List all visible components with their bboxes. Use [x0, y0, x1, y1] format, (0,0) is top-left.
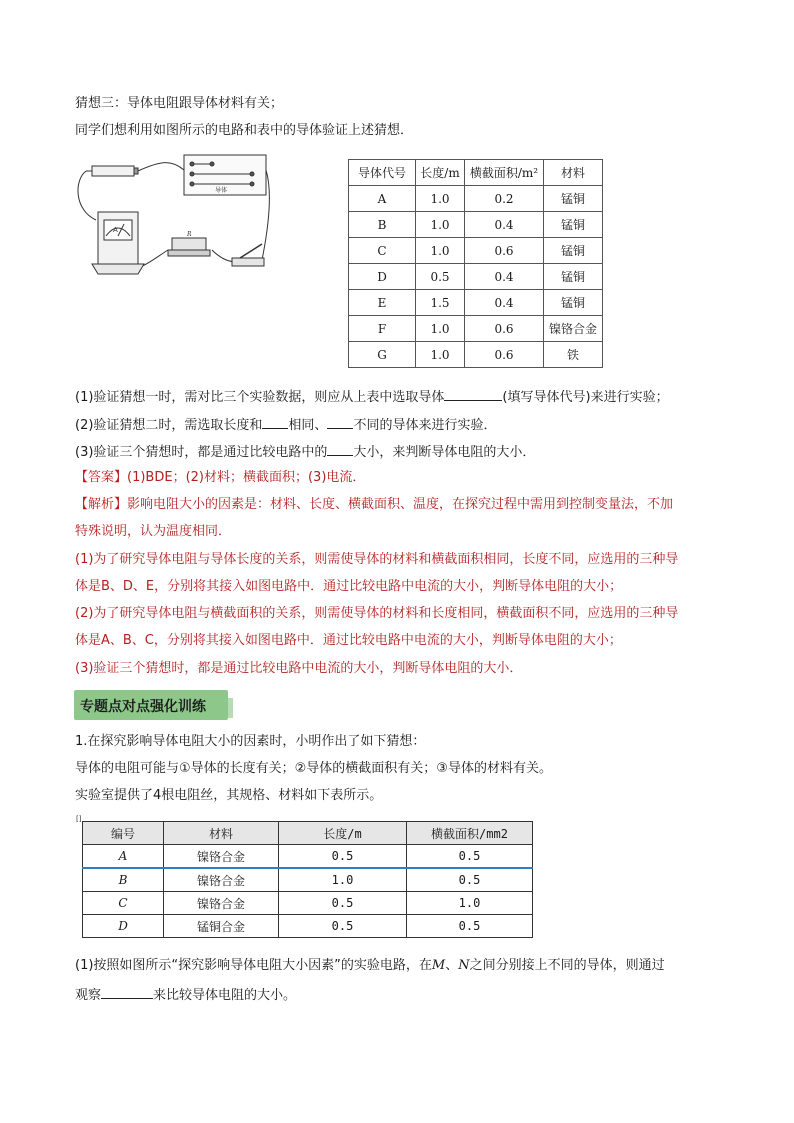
- table-cell: 1.5: [416, 290, 465, 316]
- table-cell: 镍铬合金: [544, 316, 603, 342]
- image-marker: []: [76, 815, 82, 823]
- intro-text: 同学们想利用如图所示的电路和表中的导体验证上述猜想．: [75, 123, 414, 138]
- point-m-label: M: [431, 958, 446, 973]
- answer-line: [75, 469, 365, 487]
- ammeter-label: A: [113, 226, 118, 234]
- separator: 、: [445, 958, 459, 973]
- table-cell: 0.5: [407, 868, 533, 892]
- problem-1-intro: 1.在探究影响导体电阻大小的因素时，小明作出了如下猜想：: [75, 734, 426, 749]
- table-cell: 锰铜: [544, 186, 603, 212]
- analysis-line-7: (3)验证三个猜想时，都是通过比较电路中电流的大小，判断导体电阻的大小．: [75, 661, 523, 676]
- answer-blank: [327, 442, 353, 456]
- table-cell: 锰铜: [544, 264, 603, 290]
- analysis-line-5: (2)为了研究导体电阻与横截面积的关系，则需使导体的材料和长度相同，横截面积不同，应选用的三种导: [75, 606, 679, 621]
- table-cell: C: [349, 238, 416, 264]
- circuit-diagram: [72, 150, 272, 290]
- analysis-text: 影响电阻大小的因素是：材料、长度、横截面积、温度，在探究过程中需用到控制变量法，不加: [127, 497, 674, 512]
- answer-text: (1)BDE；(2)材料；横截面积；(3)电流．: [127, 470, 366, 485]
- table-cell: 锰铜合金: [164, 915, 279, 938]
- table-cell: 1.0: [279, 868, 407, 892]
- badge-decoration: [228, 698, 233, 718]
- question-2: [75, 415, 496, 435]
- analysis-tag: 【解析】: [75, 497, 128, 512]
- table-header: 编号: [83, 822, 164, 845]
- problem-1-question-1: [75, 957, 665, 975]
- table-row: [349, 342, 603, 368]
- section-title: 专题点对点强化训练: [80, 699, 206, 715]
- table-cell: 0.5: [279, 892, 407, 915]
- problem-1-question-1-cont: [75, 985, 296, 1005]
- table-cell: B: [349, 212, 416, 238]
- table-cell: D: [83, 915, 164, 938]
- question-text: (1)按照如图所示“探究影响导体电阻大小因素”的实验电路，在: [75, 958, 432, 973]
- question-2-text: (2)验证猜想二时，需选取长度和: [75, 418, 263, 433]
- analysis-line-4: 体是B、D、E，分别将其接入如图电路中．通过比较电路中电流的大小，判断导体电阻的大小；: [75, 579, 623, 594]
- table-cell: A: [83, 845, 164, 869]
- question-3: [75, 442, 535, 462]
- table-cell: 锰铜: [544, 212, 603, 238]
- table-cell: 1.0: [407, 892, 533, 915]
- table-cell: 0.5: [407, 915, 533, 938]
- analysis-line-3: (1)为了研究导体电阻与导体长度的关系，则需使导体的材料和横截面积相同，长度不同，应选用的三种导: [75, 552, 679, 567]
- table-header: 材料: [164, 822, 279, 845]
- question-1-text: (1)验证猜想一时，需对比三个实验数据，则应从上表中选取导体: [75, 390, 445, 405]
- answer-blank: [101, 985, 153, 999]
- question-1-text-end: (填写导体代号)来进行实验；: [502, 390, 669, 405]
- table-header: 导体代号: [349, 160, 416, 186]
- question-3-text-end: 大小，来判断导体电阻的大小．: [353, 445, 536, 460]
- table-row: [349, 290, 603, 316]
- guess-three: 猜想三：导体电阻跟导体材料有关；: [75, 96, 284, 111]
- table-cell: 1.0: [416, 316, 465, 342]
- table-cell: C: [83, 892, 164, 915]
- table-header: 长度/m: [279, 822, 407, 845]
- question-2-text-end: 不同的导体来进行实验．: [353, 418, 497, 433]
- problem-1-guesses: 导体的电阻可能与①导体的长度有关；②导体的横截面积有关；③导体的材料有关。: [75, 761, 552, 776]
- table-cell: 0.4: [465, 290, 544, 316]
- conductor-label: 导体: [215, 187, 228, 194]
- wire-spec-table: [82, 821, 533, 938]
- table-row: [349, 264, 603, 290]
- table-row: [83, 845, 533, 869]
- resistor-label: R: [187, 231, 192, 238]
- answer-blank: [327, 415, 353, 429]
- table-cell: E: [349, 290, 416, 316]
- question-text-end: 来比较导体电阻的大小。: [153, 988, 297, 1003]
- table-cell: 0.5: [416, 264, 465, 290]
- table-row: [349, 212, 603, 238]
- table-cell: 0.5: [279, 915, 407, 938]
- table-row: [349, 238, 603, 264]
- table-cell: 锰铜: [544, 290, 603, 316]
- table-cell: 0.4: [465, 264, 544, 290]
- table-cell: B: [83, 868, 164, 892]
- table-cell: 1.0: [416, 342, 465, 368]
- table-row: [349, 316, 603, 342]
- question-text: 观察: [75, 988, 102, 1003]
- table-cell: 0.2: [465, 186, 544, 212]
- analysis-line-2: 特殊说明，认为温度相同．: [75, 524, 232, 539]
- table-cell: 0.6: [465, 342, 544, 368]
- table-cell: 0.5: [407, 845, 533, 869]
- table-cell: 1.0: [416, 186, 465, 212]
- table-cell: 镍铬合金: [164, 845, 279, 869]
- table-cell: 0.6: [465, 238, 544, 264]
- table-header: 长度/m: [416, 160, 465, 186]
- table-row: [83, 915, 533, 938]
- analysis-line-6: 体是A、B、C，分别将其接入如图电路中．通过比较电路中电流的大小，判断导体电阻的大小；: [75, 633, 622, 648]
- table-row: [349, 186, 603, 212]
- problem-1-materials: 实验室提供了4根电阻丝，其规格、材料如下表所示。: [75, 788, 383, 803]
- table-header: 横截面积/mm2: [407, 822, 533, 845]
- table-cell: 1.0: [416, 238, 465, 264]
- table-header-row: [349, 160, 603, 186]
- table-cell: 镍铬合金: [164, 868, 279, 892]
- table-header: 材料: [544, 160, 603, 186]
- table-cell: 镍铬合金: [164, 892, 279, 915]
- answer-tag: 【答案】: [75, 470, 128, 485]
- table-cell: A: [349, 186, 416, 212]
- table-row: [83, 868, 533, 892]
- table-cell: G: [349, 342, 416, 368]
- question-1: [75, 387, 669, 407]
- table-cell: 0.4: [465, 212, 544, 238]
- answer-blank: [444, 387, 502, 401]
- question-2-text-mid: 相同、: [288, 418, 328, 433]
- table-cell: 铁: [544, 342, 603, 368]
- table-row: [83, 892, 533, 915]
- conductor-table: [348, 159, 603, 368]
- table-cell: 锰铜: [544, 238, 603, 264]
- analysis-line-1: [75, 496, 673, 514]
- table-cell: 0.5: [279, 845, 407, 869]
- section-title-badge: [74, 690, 228, 720]
- table-header: 横截面积/m²: [465, 160, 544, 186]
- table-cell: D: [349, 264, 416, 290]
- question-text-end: 之间分别接上不同的导体，则通过: [469, 958, 665, 973]
- table-cell: 0.6: [465, 316, 544, 342]
- point-n-label: N: [458, 958, 470, 973]
- table-cell: F: [349, 316, 416, 342]
- table-cell: 1.0: [416, 212, 465, 238]
- question-3-text: (3)验证三个猜想时，都是通过比较电路中的: [75, 445, 328, 460]
- table-header-row: [83, 822, 533, 845]
- answer-blank: [262, 415, 288, 429]
